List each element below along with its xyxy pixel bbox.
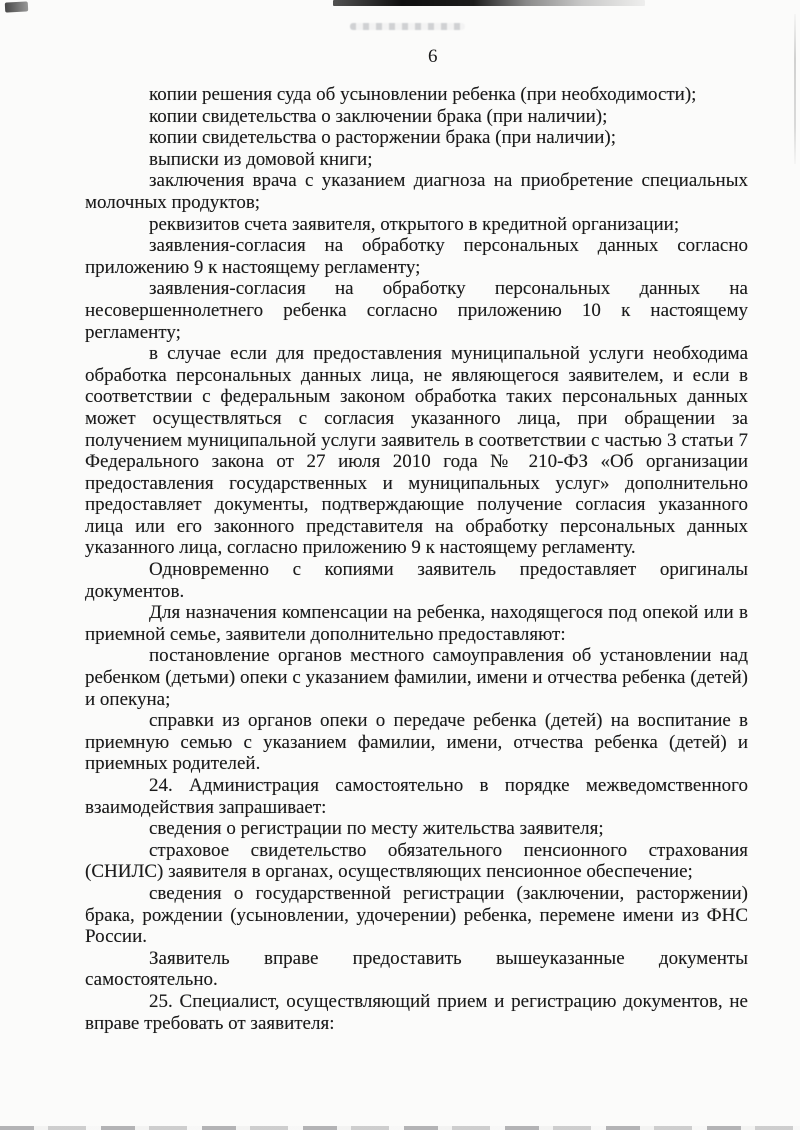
paragraph-item-25: 25. Специалист, осуществляющий прием и регистрацию документов, не вправе требовать от заявителя:	[85, 990, 748, 1034]
document-body	[85, 84, 748, 1034]
paragraph-item-24: 24. Администрация самостоятельно в порядке межведомственного взаимодействия запрашивает:	[85, 775, 748, 818]
paragraph-guardianship-certificates: справки из органов опеки о передаче ребенка (детей) на воспитание в приемную семью с указанием фамилии, имени, отчества ребенка (детей) и приемных родителей.	[85, 710, 748, 775]
paragraph-federal-law-210: в случае если для предоставления муниципальной услуги необходима обработка персональных данных лица, не являющегося заявителем, и если в соответствии с федеральным законом обработка таких персональных данных может осуществляться с согласия указанного лица, при обращении за получением муниципальной услуги заявитель в соответствии с частью 3 статьи 7 Федерального закона от 27 июля 2010 года № 210-ФЗ «Об организации предоставления государственных и муниципальных услуг» дополнительно предоставляет документы, подтверждающие получение согласия указанного лица или его законного представителя на обработку персональных данных указанного лица, согласно приложению 9 к настоящему регламенту.	[85, 343, 748, 559]
paragraph-copy-marriage-certificate: копии свидетельства о заключении брака (при наличии);	[149, 105, 608, 127]
paragraph-applicant-may-provide: Заявитель вправе предоставить вышеуказанные документы самостоятельно.	[85, 947, 748, 991]
paragraph-guardianship-intro: Для назначения компенсации на ребенка, находящегося под опекой или в приемной семье, заявители дополнительно предоставляют:	[85, 602, 748, 645]
scan-artifact-right-edge-line	[794, 14, 796, 164]
paragraph-consent-appendix-9: заявления-согласия на обработку персональных данных согласно приложению 9 к настоящему регламенту;	[85, 235, 748, 278]
scan-artifact-bottom-edge-line	[0, 1126, 800, 1130]
paragraph-house-register-extract: выписки из домовой книги;	[149, 148, 373, 170]
paragraph-account-details: реквизитов счета заявителя, открытого в кредитной организации;	[149, 213, 680, 235]
paragraph-copy-court-decision: копии решения суда об усыновлении ребенка (при необходимости);	[149, 84, 697, 105]
paragraph-residence-registration: сведения о регистрации по месту жительства заявителя;	[149, 818, 604, 840]
page-number: 6	[428, 46, 438, 67]
scan-artifact-top-bar	[333, 0, 645, 6]
paragraph-consent-appendix-10: заявления-согласия на обработку персональных данных на несовершеннолетнего ребенка согласно приложению 10 к настоящему регламенту;	[85, 278, 748, 343]
scan-artifact-smudge	[350, 23, 465, 30]
scan-artifact-top-left-blob	[5, 1, 28, 12]
paragraph-copy-divorce-certificate: копии свидетельства о расторжении брака (при наличии);	[149, 127, 617, 149]
paragraph-doctor-conclusion: заключения врача с указанием диагноза на приобретение специальных молочных продуктов;	[85, 170, 748, 213]
paragraph-guardianship-resolution: постановление органов местного самоуправления об установлении над ребенком (детьми) опеки с указанием фамилии, имени и отчества ребенка (детей) и опекуна;	[85, 645, 748, 710]
paragraph-snils: страховое свидетельство обязательного пенсионного страхования (СНИЛС) заявителя в органах, осуществляющих пенсионное обеспечение;	[85, 839, 748, 883]
paragraph-fns-records: сведения о государственной регистрации (заключении, расторжении) брака, рождении (усыновлении, удочерении) ребенка, перемене имени из ФНС России.	[85, 882, 748, 948]
paragraph-originals-provided: Одновременно с копиями заявитель предоставляет оригиналы документов.	[85, 559, 748, 602]
